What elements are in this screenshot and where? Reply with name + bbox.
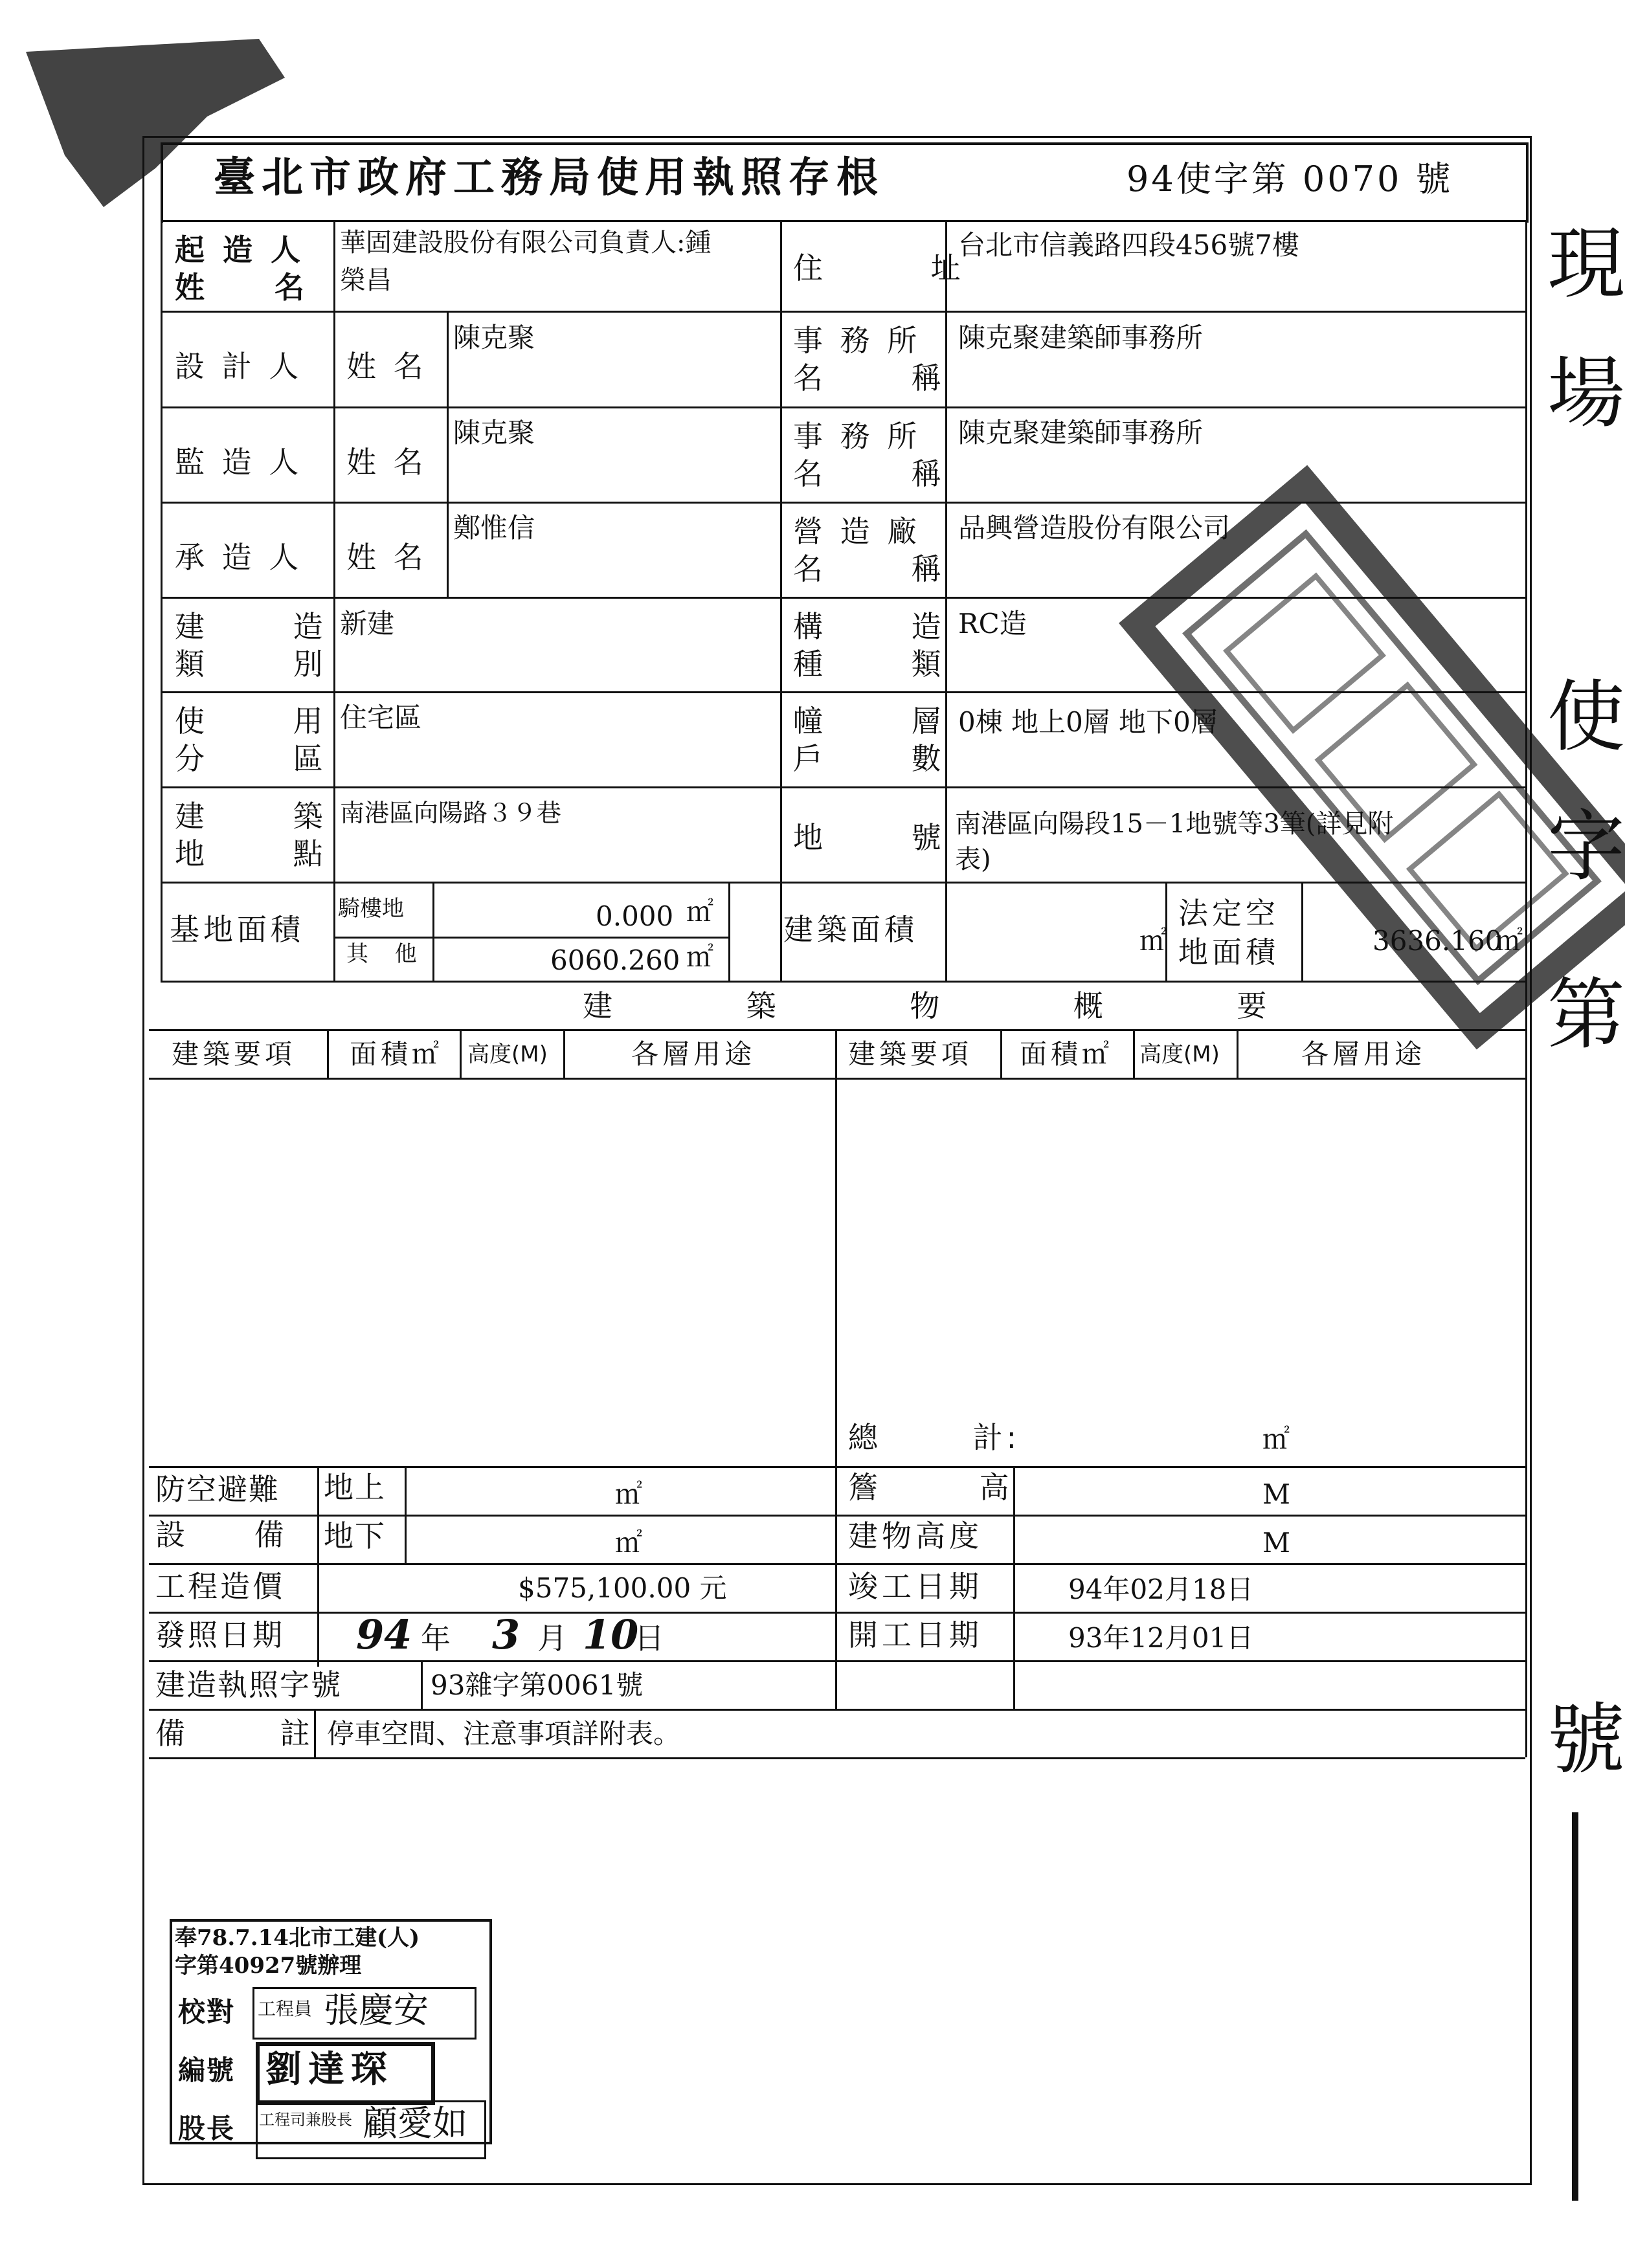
remarks-value: 停車空間、注意事項詳附表。 <box>327 1718 681 1750</box>
issue-month: 3 <box>492 1611 521 1658</box>
shelter-below-unit: ㎡ <box>615 1527 643 1559</box>
issue-year-suffix: 年 <box>421 1621 454 1656</box>
lot-value: 南港區向陽段15－1地號等3筆(詳見附 <box>955 809 1394 839</box>
side-bar <box>1572 1812 1578 2201</box>
open-space-label: 法定空 <box>1178 896 1279 931</box>
side-mark: 字 <box>1547 802 1625 892</box>
total-label: 總 計: <box>848 1420 1021 1455</box>
chief-name: 顧愛如 <box>363 2103 467 2144</box>
issue-day-suffix: 日 <box>634 1621 668 1656</box>
supervisor-label: 監 造 人 <box>175 445 303 480</box>
floors-label-2: 戶 數 <box>793 741 945 776</box>
build-type-label-2: 類 別 <box>175 647 327 682</box>
zoning-value: 住宅區 <box>340 702 422 733</box>
eave-label: 簷 高 <box>848 1470 1013 1505</box>
building-area-label: 建築面積 <box>783 912 918 947</box>
applicant-label: 起 造 人 <box>175 232 305 267</box>
eave-unit: M <box>1262 1478 1291 1510</box>
summary-col: 高度(M) <box>467 1041 548 1067</box>
issue-day: 10 <box>583 1611 639 1658</box>
document-title: 臺北市政府工務局使用執照存根 <box>214 153 884 202</box>
applicant-value-2: 榮昌 <box>340 265 392 295</box>
contractor-firm-label: 營 造 廠 <box>793 514 921 549</box>
completion-value: 94年02月18日 <box>1068 1573 1254 1605</box>
license-value: 93雜字第0061號 <box>431 1669 644 1701</box>
chief-title: 工程司兼股長 <box>259 2111 352 2129</box>
lot-value-2: 表) <box>955 845 991 874</box>
zoning-label-2: 分 區 <box>175 741 327 776</box>
open-space-value: 3636.160 <box>1373 925 1503 957</box>
address-value: 台北市信義路四段456號7樓 <box>958 229 1299 261</box>
side-mark: 第 <box>1547 970 1625 1060</box>
summary-col: 各層用途 <box>631 1038 756 1070</box>
zoning-label: 使 用 <box>175 704 327 739</box>
start-label: 開工日期 <box>848 1618 983 1652</box>
checker-label: 校對 <box>178 1996 236 2028</box>
designer-office-value: 陳克聚建築師事務所 <box>958 322 1204 353</box>
contractor-label: 承 造 人 <box>175 540 303 575</box>
editor-label: 編號 <box>178 2054 236 2086</box>
designer-office-label-2: 名 稱 <box>793 361 945 395</box>
build-type-label: 建 造 <box>175 609 327 644</box>
side-mark: 場 <box>1547 349 1625 439</box>
summary-col: 建築要項 <box>848 1038 973 1070</box>
lot-label: 地 號 <box>793 820 945 855</box>
applicant-value: 華固建設股份有限公司負責人:鍾 <box>340 228 712 258</box>
arcade-label: 騎樓地 <box>338 896 404 922</box>
shelter-below-label: 地下 <box>324 1518 386 1553</box>
designer-label: 設 計 人 <box>175 349 303 384</box>
summary-col: 建築要項 <box>172 1038 297 1070</box>
supervisor-office-label-2: 名 稱 <box>793 456 945 491</box>
building-area-unit: ㎡ <box>1139 925 1167 957</box>
side-mark: 使 <box>1547 673 1625 762</box>
contractor-firm-value: 品興營造股份有限公司 <box>958 512 1231 544</box>
structure-value: RC造 <box>958 608 1027 639</box>
cost-value: $575,100.00 元 <box>518 1572 727 1604</box>
structure-label-2: 種 類 <box>793 647 945 682</box>
height-unit: M <box>1262 1527 1291 1559</box>
cost-label: 工程造價 <box>155 1569 285 1604</box>
start-value: 93年12月01日 <box>1068 1622 1254 1654</box>
issue-year: 94 <box>356 1611 412 1658</box>
remarks-label: 備 註 <box>155 1716 314 1751</box>
supervisor-value: 陳克聚 <box>453 417 535 449</box>
summary-col: 高度(M) <box>1139 1041 1220 1067</box>
approval-line1: 奉78.7.14北市工建(人) <box>175 1925 420 1951</box>
other-label: 其 他 <box>346 941 417 967</box>
location-label: 建 築 <box>175 799 327 834</box>
shelter-label: 防空避難 <box>155 1472 280 1507</box>
summary-col: 各層用途 <box>1301 1038 1426 1070</box>
applicant-label-2: 姓 名 <box>175 270 309 305</box>
permit-number: 94使字第 0070 號 <box>1126 159 1453 199</box>
arcade-value: 0.000 <box>596 900 674 932</box>
location-label-2: 地 點 <box>175 836 327 871</box>
approval-line2: 字第40927號辦理 <box>175 1953 362 1979</box>
checker-name: 張慶安 <box>324 1990 429 2030</box>
floors-value: 0棟 地上0層 地下0層 <box>958 706 1218 738</box>
summary-heading: 建 築 物 概 要 <box>583 988 1271 1023</box>
editor-name: 劉達琛 <box>265 2048 394 2091</box>
supervisor-office-label: 事 務 所 <box>793 419 921 454</box>
designer-value: 陳克聚 <box>453 322 535 353</box>
contractor-name-label: 姓 名 <box>346 540 427 575</box>
summary-col: 面積㎡ <box>1020 1038 1114 1070</box>
total-unit: ㎡ <box>1262 1423 1290 1455</box>
structure-label: 構 造 <box>793 609 945 644</box>
open-space-unit: ㎡ <box>1496 925 1523 957</box>
completion-label: 竣工日期 <box>848 1569 983 1604</box>
floors-label: 幢 層 <box>793 704 945 739</box>
summary-col: 面積㎡ <box>350 1038 443 1070</box>
issue-label: 發照日期 <box>155 1618 285 1652</box>
shelter-above-label: 地上 <box>324 1470 386 1505</box>
contractor-firm-label-2: 名 稱 <box>793 551 945 586</box>
site-area-label: 基地面積 <box>170 912 304 947</box>
side-mark: 現 <box>1547 219 1625 309</box>
height-label: 建物高度 <box>848 1518 983 1553</box>
supervisor-office-value: 陳克聚建築師事務所 <box>958 417 1204 449</box>
contractor-value: 鄭惟信 <box>453 512 535 544</box>
issue-month-suffix: 月 <box>537 1621 571 1656</box>
supervisor-name-label: 姓 名 <box>346 445 427 480</box>
checker-title: 工程員 <box>258 1998 313 2019</box>
shelter-above-unit: ㎡ <box>615 1478 643 1510</box>
other-unit: ㎡ <box>686 941 714 973</box>
designer-name-label: 姓 名 <box>346 349 427 384</box>
chief-label: 股長 <box>178 2113 236 2144</box>
build-type-value: 新建 <box>340 608 395 639</box>
side-mark: 號 <box>1547 1695 1625 1785</box>
shelter-label-2: 設 備 <box>155 1517 288 1552</box>
designer-office-label: 事 務 所 <box>793 323 921 358</box>
open-space-label-2: 地面積 <box>1178 935 1279 970</box>
location-value: 南港區向陽路３９巷 <box>340 799 562 827</box>
license-label: 建造執照字號 <box>155 1667 342 1702</box>
other-value: 6060.260 <box>550 944 680 976</box>
arcade-unit: ㎡ <box>686 896 714 928</box>
address-label: 住 址 <box>793 250 965 285</box>
